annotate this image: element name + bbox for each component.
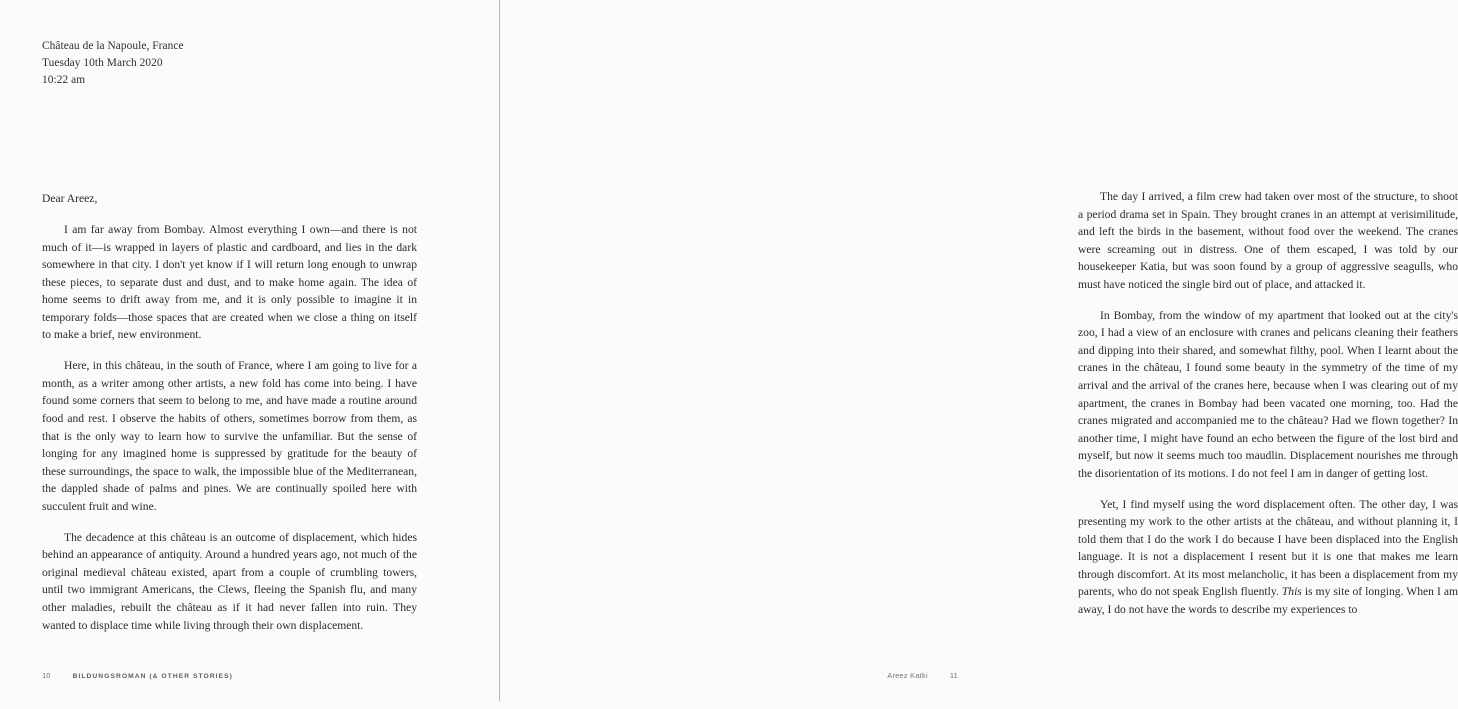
- letter-location: Château de la Napoule, France: [42, 40, 184, 52]
- paragraph-text-before-emphasis: Yet, I find myself using the word displacement often. The other day, I was presenting my work to the other artists at the château, and without planning it, I told them that I do the work I do because I have been displaced into the English language. It is not a displacement I resent but it is one that makes me learn through discomfort. At its most melancholic, it has been a displacement from my parents, who do not speak English fluently.: [1078, 497, 1458, 599]
- recto-running-footer: [887, 671, 958, 680]
- letter-date: Tuesday 10th March 2020: [42, 57, 163, 70]
- body-paragraph: I am far away from Bombay. Almost everything I own—and there is not much of it—is wrapped in layers of plastic and cardboard, and lies in the dark somewhere in that city. I don't yet know if I will return long enough to unwrap these pieces, to separate dust and dust, and to make home again. The idea of home seems to drift away from me, and it is only possible to imagine it in temporary folds—those spaces that are created when we close a thing on itself to make a brief, new environment.: [42, 223, 417, 342]
- emphasized-word: This: [1281, 585, 1302, 599]
- letter-heading: [42, 38, 422, 90]
- body-paragraph: Here, in this château, in the south of France, where I am going to live for a month, as a writer among other artists, a new fold has come into being. I have found some corners that seem to belong to me, and have made a routine around food and rest. I observe the habits of others, sometimes borrow from them, as that is the only way to learn how to survive the unfamiliar. But the sense of longing for any imagined home is suppressed by gratitude for the beauty of these surroundings, the space to walk, the impossible blue of the Mediterranean, the dappled shade of palms and pines. We are continually spoiled here with succulent fruit and wine.: [42, 359, 417, 513]
- body-paragraph-with-emphasis: [1078, 496, 1458, 619]
- paragraph-text-after-emphasis: is my site of longing. When I am away, I do not have the words to describe my experiences to: [1078, 585, 1458, 617]
- verso-page: [0, 0, 499, 709]
- verso-text-column: [42, 190, 417, 634]
- body-paragraph: In Bombay, from the window of my apartment that looked out at the city's zoo, I had a view of an enclosure with cranes and pelicans cleaning their feathers and dipping into their shared, and somewhat filthy, pool. When I learnt about the cranes in the château, I found some beauty in the symmetry of the time of my arrival and the arrival of the cranes here, because when I was clearing out of my apartment, the cranes in Bombay had been vacated one morning, too. Had the cranes migrated and accompanied me to the château? Had we flown together? In another time, I might have found an echo between the figure of the lost bird and myself, but now it seems much too maudlin. Displacement nourishes me through the disorientation of its motions. I do not feel I am in danger of getting lost.: [1078, 308, 1458, 480]
- body-paragraph: The decadence at this château is an outcome of displacement, which hides behind an appearance of antiquity. Around a hundred years ago, not much of the original medieval château existed, apart from a couple of crumbling towers, until two immigrant Americans, the Clews, fleeing the Spanish flu, and many other maladies, rebuilt the château as if it had never fallen into ruin. They wanted to displace time while living through their own displacement.: [42, 530, 417, 632]
- verso-running-footer: [42, 671, 233, 680]
- page-number-left: 10: [42, 671, 51, 680]
- running-title: BILDUNGSROMAN (& OTHER STORIES): [72, 673, 233, 680]
- recto-text-column: [1078, 188, 1458, 619]
- salutation: Dear Areez,: [42, 192, 98, 205]
- body-paragraph: The day I arrived, a film crew had taken over most of the structure, to shoot a period drama set in Spain. They brought cranes in an attempt at verisimilitude, and left the birds in the basement, without food over the weekend. The cranes were screaming out in distress. One of them escaped, I was told by our housekeeper Katia, but was soon found by a group of aggressive seagulls, who must have noticed the single bird out of place, and attacked it.: [1078, 190, 1458, 291]
- recto-page: [500, 0, 1458, 709]
- letter-time: 10:22 am: [42, 74, 86, 87]
- author-name: Areez Katki: [887, 671, 928, 680]
- page-number-right: 11: [949, 671, 958, 680]
